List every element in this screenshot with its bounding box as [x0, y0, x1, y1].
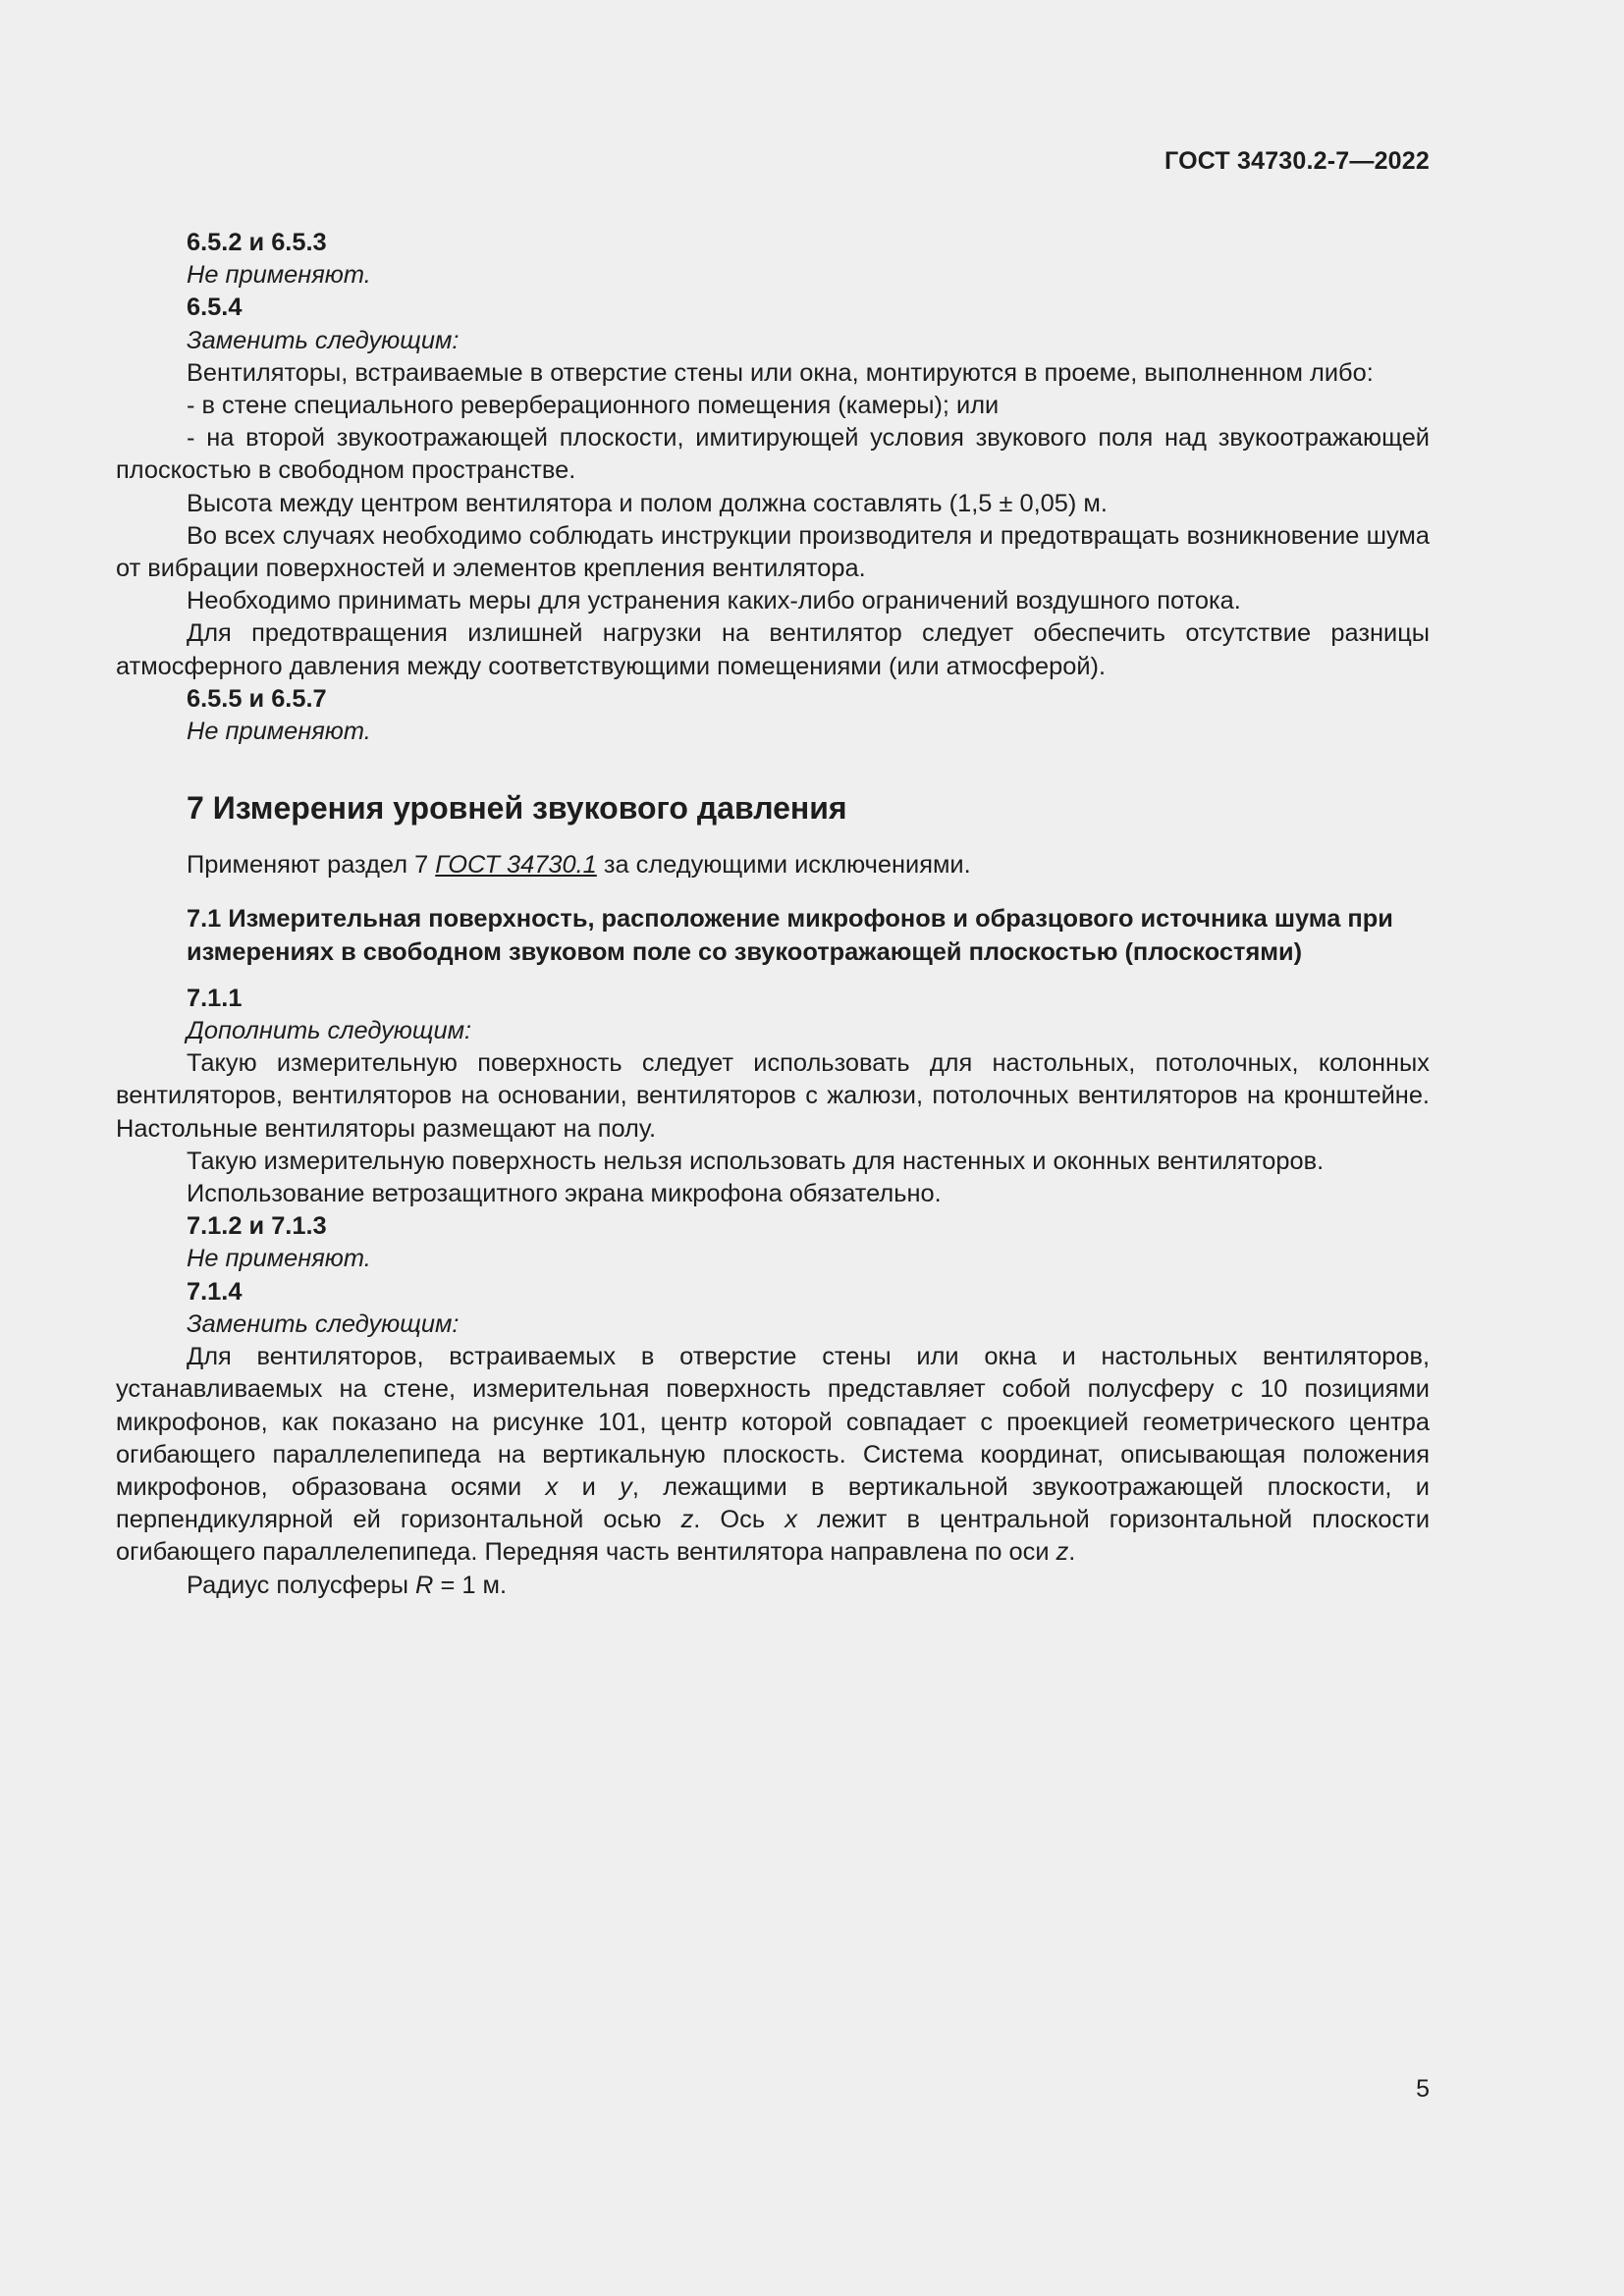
text-run: Для вентиляторов, встраиваемых в отверстие стены или окна и настольных вентиляторов, устанавливаемых на стене, измерительная поверхность представляет собой полусферу с 10 позициями микрофонов, как показано на рисунке 101, центр которой совпадает с проекцией геометрического центра огибающего параллелепипеда на вертикальную плоскость. Система координат, описывающая положения микрофонов, образована осями [116, 1343, 1430, 1501]
clause-heading-6-5-4: 6.5.4 [187, 294, 243, 322]
paragraph [116, 1570, 1430, 1602]
intro-text: за следующими исключениями. [596, 851, 971, 880]
paragraph: Такую измерительную поверхность нельзя использовать для настенных и оконных вентиляторов. [187, 1147, 1325, 1175]
paragraph: Необходимо принимать меры для устранения каких-либо ограничений воздушного потока. [187, 587, 1241, 615]
axis-z-symbol: z [680, 1506, 694, 1534]
clause-heading-6-5-2: 6.5.2 и 6.5.3 [187, 229, 327, 256]
section-heading-7: 7 Измерения уровней звукового давления [187, 790, 847, 827]
paragraph: Использование ветрозащитного экрана микрофона обязательно. [187, 1180, 942, 1208]
text-run: лежит в центральной горизонтальной плоскости огибающего параллелепипеда. Передняя часть вентилятора направлена по оси [116, 1506, 1430, 1567]
radius-symbol: R [415, 1571, 434, 1599]
paragraph: Высота между центром вентилятора и полом должна составлять (1,5 ± 0,05) м. [187, 489, 1108, 517]
subsection-heading-7-1: 7.1 Измерительная поверхность, расположение микрофонов и образцового источника шума при измерениях в свободном звуковом поле со звукоотражающей плоскостью (плоскостями) [187, 905, 1393, 966]
document-code: ГОСТ 34730.2-7—2022 [1164, 147, 1430, 175]
clause-heading-7-1-1: 7.1.1 [187, 984, 243, 1012]
clause-note-6-5-5: Не применяют. [187, 718, 371, 746]
text-run: . Ось [693, 1506, 785, 1534]
clause-note-7-1-2: Не применяют. [187, 1245, 371, 1273]
clause-note-7-1-1: Дополнить следующим: [187, 1017, 472, 1045]
clause-heading-7-1-4: 7.1.4 [187, 1277, 243, 1306]
text-run: и [558, 1472, 621, 1501]
list-item: - на второй звукоотражающей плоскости, имитирующей условия звукового поля над звукоотражающей плоскостью в свободном пространстве. [116, 424, 1430, 485]
clause-heading-6-5-5: 6.5.5 и 6.5.7 [187, 684, 327, 713]
intro-text: Применяют раздел 7 [187, 851, 436, 880]
axis-x-symbol: x [545, 1472, 559, 1501]
paragraph: Во всех случаях необходимо соблюдать инструкции производителя и предотвращать возникновение шума от вибрации поверхностей и элементов крепления вентилятора. [116, 521, 1430, 583]
clause-note-6-5-2: Не применяют. [187, 261, 371, 290]
axis-y-symbol: y [620, 1472, 632, 1501]
clause-note-6-5-4: Заменить следующим: [187, 326, 460, 354]
section-7-intro [116, 849, 1430, 881]
clause-note-7-1-4: Заменить следующим: [187, 1309, 460, 1338]
paragraph: Для предотвращения излишней нагрузки на вентилятор следует обеспечить отсутствие разницы атмосферного давления между соответствующими помещениями (или атмосферой). [116, 619, 1430, 680]
page-number: 5 [1416, 2075, 1430, 2103]
axis-z-symbol: z [1056, 1538, 1069, 1567]
text-run: , лежащими в вертикальной звукоотражающей плоскости, и перпендикулярной ей горизонтальной осью [116, 1472, 1430, 1534]
paragraph: Вентиляторы, встраиваемые в отверстие стены или окна, монтируются в проеме, выполненном либо: [187, 358, 1374, 387]
clause-heading-7-1-2: 7.1.2 и 7.1.3 [187, 1212, 327, 1241]
paragraph [116, 1341, 1430, 1569]
list-item: - в стене специального реверберационного помещения (камеры); или [187, 392, 1000, 420]
text-run: . [1068, 1538, 1076, 1567]
page-content [116, 227, 1430, 1602]
axis-x-symbol: x [785, 1506, 797, 1534]
text-run: Радиус полусферы [187, 1571, 416, 1599]
paragraph: Такую измерительную поверхность следует использовать для настольных, потолочных, колонных вентиляторов, вентиляторов на основании, вентиляторов с жалюзи, потолочных вентиляторов на кронштейне. Настольные вентиляторы размещают на полу. [116, 1049, 1430, 1143]
text-run: = 1 м. [433, 1571, 508, 1599]
standard-reference-link[interactable]: ГОСТ 34730.1 [435, 851, 597, 880]
